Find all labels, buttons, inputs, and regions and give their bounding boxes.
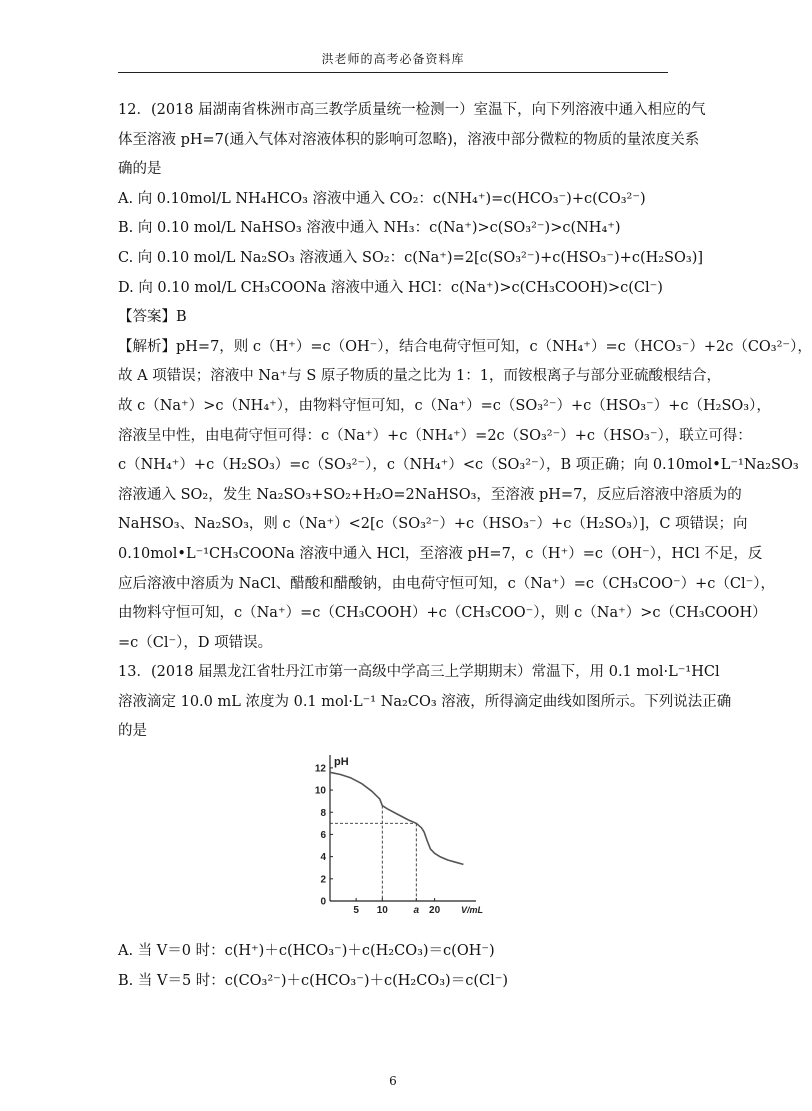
header-divider <box>118 72 668 73</box>
x-tick-label: 10 <box>376 905 388 917</box>
analysis-line: 故 A 项错误；溶液中 Na⁺与 S 原子物质的量之比为 1：1，而铵根离子与部分亚硫酸根结合， <box>118 368 721 385</box>
y-tick-label: 2 <box>320 874 326 886</box>
analysis-line: NaHSO₃、Na₂SO₃，则 c（Na⁺）<2[c（SO₃²⁻）+c（HSO₃⁻）+c（H₂SO₃）]，C 项错误；向 <box>118 516 748 533</box>
x-tick-label: 20 <box>429 905 441 917</box>
analysis-line: 溶液通入 SO₂，发生 Na₂SO₃+SO₂+H₂O=2NaHSO₃，至溶液 pH=7，反应后溶液中溶质为的 <box>118 486 742 503</box>
analysis-line: 溶液呈中性，由电荷守恒可得：c（Na⁺）+c（NH₄⁺）=2c（SO₃²⁻）+c（HSO₃⁻），联立可得： <box>118 427 752 444</box>
question-stem-line: 的是 <box>118 723 147 740</box>
titration-figure <box>118 747 670 937</box>
y-tick-label: 6 <box>320 830 326 841</box>
question-13 <box>118 658 732 996</box>
analysis-line: 0.10mol•L⁻¹CH₃COONa 溶液中通入 HCl，至溶液 pH=7，c（H⁺）=c（OH⁻），HCl 不足，反 <box>118 545 763 562</box>
option-b: B. 向 0.10 mol/L NaHSO₃ 溶液中通入 NH₃：c(Na⁺)>c(SO₃²⁻)>c(NH₄⁺) <box>118 220 621 237</box>
question-stem-line: 12．(2018 届湖南省株洲市高三教学质量统一检测一）室温下，向下列溶液中通入相应的气 <box>118 102 706 118</box>
y-tick-label: 8 <box>320 807 326 819</box>
option-a: A. 向 0.10mol/L NH₄HCO₃ 溶液中通入 CO₂：c(NH₄⁺)=c(HCO₃⁻)+c(CO₃²⁻) <box>118 190 646 207</box>
option-b: B. 当 V＝5 时：c(CO₃²⁻)＋c(HCO₃⁻)＋c(H₂CO₃)＝c(Cl⁻) <box>118 972 509 989</box>
analysis-line: =c（Cl⁻），D 项错误。 <box>118 634 273 651</box>
x-axis-label: V/mL <box>460 905 484 916</box>
analysis-line: 故 c（Na⁺）>c（NH₄⁺），由物料守恒可知，c（Na⁺）=c（SO₃²⁻）+c（HSO₃⁻）+c（H₂SO₃）， <box>118 397 771 414</box>
option-d: D. 向 0.10 mol/L CH₃COONa 溶液中通入 HCl：c(Na⁺)>c(CH₃COOH)>c(Cl⁻) <box>118 279 663 296</box>
page-number: 6 <box>389 1074 397 1088</box>
x-tick-label: a <box>413 905 420 917</box>
answer: 【答案】B <box>118 309 187 326</box>
analysis-line: 由物料守恒可知，c（Na⁺）=c（CH₃COOH）+c（CH₃COO⁻），则 c（Na⁺）>c（CH₃COOH） <box>118 605 767 622</box>
y-tick-label: 4 <box>320 852 326 864</box>
option-a: A. 当 V＝0 时：c(H⁺)＋c(HCO₃⁻)＋c(H₂CO₃)＝c(OH⁻) <box>118 943 495 960</box>
analysis-line: 【解析】pH=7，则 c（H⁺）=c（OH⁻），结合电荷守恒可知，c（NH₄⁺）=c（HCO₃⁻）+2c（CO₃²⁻）， <box>118 338 812 355</box>
x-tick-label: 5 <box>353 905 359 917</box>
titration-curve-chart <box>308 751 488 931</box>
titration-curve-line <box>330 772 463 864</box>
y-tick-label: 0 <box>320 896 326 908</box>
question-stem-line: 体至溶液 pH=7(通入气体对溶液体积的影响可忽略)，溶液中部分微粒的物质的量浓度关系 <box>118 131 700 148</box>
document-body <box>118 96 812 996</box>
question-12 <box>118 96 812 658</box>
option-c: C. 向 0.10 mol/L Na₂SO₃ 溶液通入 SO₂：c(Na⁺)=2[c(SO₃²⁻)+c(HSO₃⁻)+c(H₂SO₃)] <box>118 249 704 266</box>
y-tick-label: 12 <box>314 763 326 775</box>
analysis-line: c（NH₄⁺）+c（H₂SO₃）=c（SO₃²⁻），c（NH₄⁺）<c（SO₃²⁻），B 项正确；向 0.10mol•L⁻¹Na₂SO₃ <box>118 457 799 474</box>
question-stem-line: 溶液滴定 10.0 mL 浓度为 0.1 mol·L⁻¹ Na₂CO₃ 溶液，所得滴定曲线如图所示。下列说法正确 <box>118 693 732 710</box>
analysis-line: 应后溶液中溶质为 NaCl、醋酸和醋酸钠，由电荷守恒可知，c（Na⁺）=c（CH₃COO⁻）+c（Cl⁻）， <box>118 575 776 592</box>
y-axis-label: pH <box>334 756 349 769</box>
y-tick-label: 10 <box>314 785 326 797</box>
question-stem-line: 13．(2018 届黑龙江省牡丹江市第一高级中学高三上学期期末）常温下，用 0.1 mol·L⁻¹HCl <box>118 664 720 681</box>
page-header: 洪老师的高考必备资料库 <box>321 52 465 66</box>
question-stem-line: 确的是 <box>118 161 162 178</box>
